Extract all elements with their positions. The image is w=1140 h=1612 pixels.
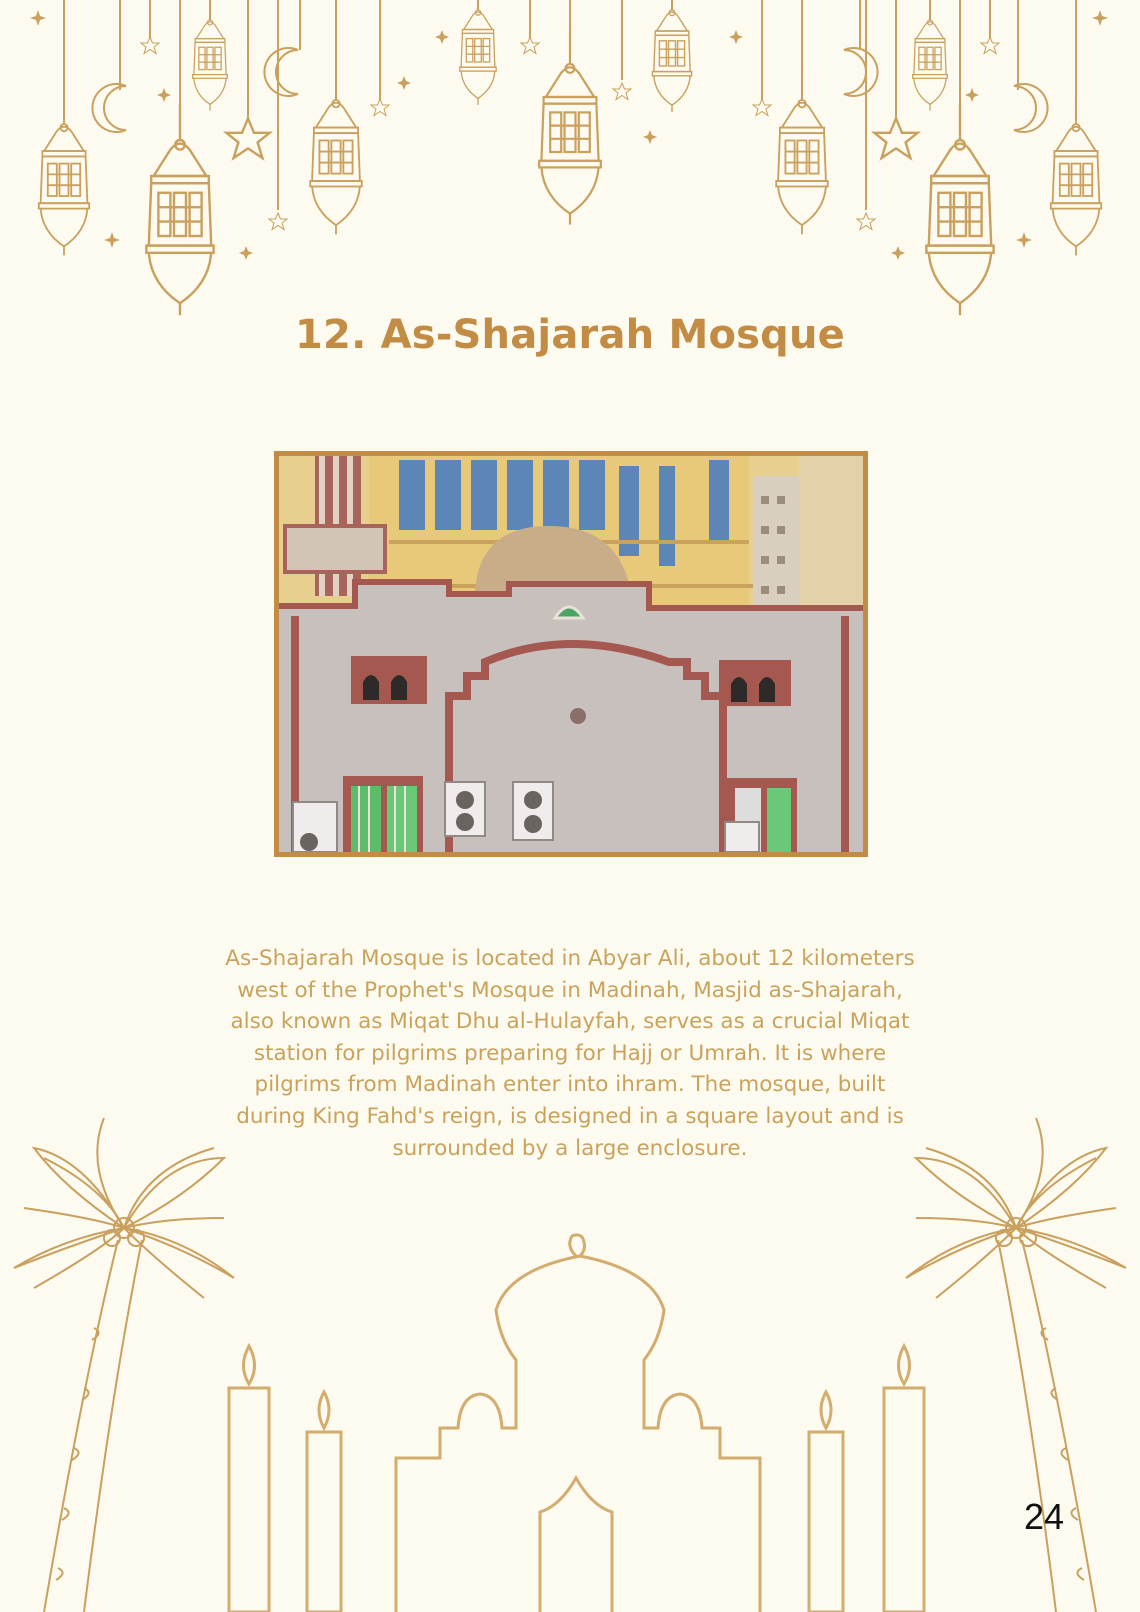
description-paragraph: As-Shajarah Mosque is located in Abyar Ali, about 12 kilometers west of the Prophet's Mosque in Madinah, Masjid as-Shajarah, also known as Miqat Dhu al-Hulayfah, serves as a crucial Miqat station for pilgrims preparing for Hajj or Umrah. It is where pilgrims from Madinah enter into ihram. The mosque, built during King Fahd's reign, is designed in a square layout and is surrounded by a large enclosure. bbox=[225, 946, 915, 1161]
page-number: 24 bbox=[1024, 1496, 1065, 1537]
page-title: 12. As-Shajarah Mosque bbox=[295, 312, 845, 358]
mosque-photo bbox=[274, 451, 868, 857]
mosque-photo-image bbox=[279, 456, 863, 852]
